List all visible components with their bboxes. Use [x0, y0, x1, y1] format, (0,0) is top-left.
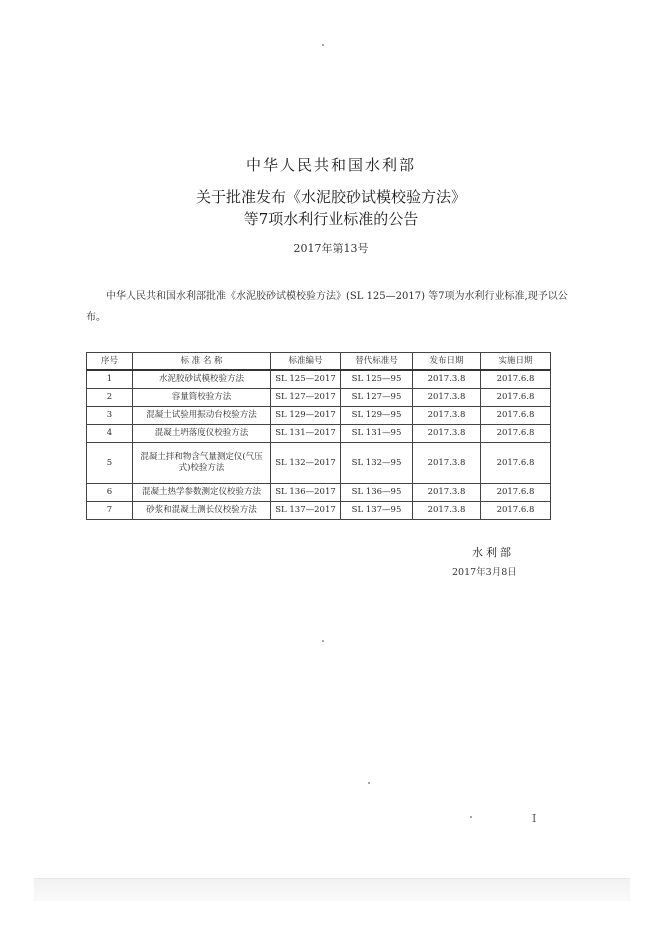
- cell-serial: 3: [87, 407, 133, 425]
- cell-replaced-code: SL 132—95: [341, 443, 413, 484]
- cell-effective-date: 2017.6.8: [481, 443, 551, 484]
- cell-effective-date: 2017.6.8: [481, 502, 551, 520]
- page-number: I: [532, 812, 537, 825]
- cell-effective-date: 2017.6.8: [481, 389, 551, 407]
- cell-publish-date: 2017.3.8: [413, 443, 481, 484]
- standards-table: [86, 352, 551, 520]
- cell-standard-code: SL 137—2017: [271, 502, 341, 520]
- cell-standard-name: 混凝土坍落度仪校验方法: [133, 425, 271, 443]
- cell-replaced-code: SL 131—95: [341, 425, 413, 443]
- cell-standard-code: SL 132—2017: [271, 443, 341, 484]
- cell-standard-name: 容量筒校验方法: [133, 389, 271, 407]
- cell-standard-code: SL 125—2017: [271, 370, 341, 389]
- cell-standard-code: SL 136—2017: [271, 484, 341, 502]
- cell-effective-date: 2017.6.8: [481, 484, 551, 502]
- table-row: [87, 443, 551, 484]
- table-row: [87, 389, 551, 407]
- cell-standard-name: 混凝土拌和物含气量测定仪(气压式)校验方法: [133, 443, 271, 484]
- cell-serial: 1: [87, 370, 133, 389]
- cell-publish-date: 2017.3.8: [413, 484, 481, 502]
- cell-publish-date: 2017.3.8: [413, 370, 481, 389]
- cell-serial: 2: [87, 389, 133, 407]
- cell-standard-code: SL 131—2017: [271, 425, 341, 443]
- cell-serial: 6: [87, 484, 133, 502]
- scan-speck: [470, 816, 472, 818]
- signing-date: 2017年3月8日: [452, 567, 517, 578]
- cell-publish-date: 2017.3.8: [413, 425, 481, 443]
- header-standard-code: 标准编号: [271, 353, 341, 371]
- scan-shadow-edge: [34, 878, 630, 901]
- cell-publish-date: 2017.3.8: [413, 502, 481, 520]
- announcement-body: 中华人民共和国水利部批准《水泥胶砂试模校验方法》(SL 125—2017) 等7项为水利行业标准,现予以公布。: [86, 291, 568, 323]
- cell-effective-date: 2017.6.8: [481, 370, 551, 389]
- cell-standard-code: SL 127—2017: [271, 389, 341, 407]
- cell-standard-name: 砂浆和混凝土测长仪校验方法: [133, 502, 271, 520]
- cell-standard-code: SL 129—2017: [271, 407, 341, 425]
- signing-organization: 水利部: [472, 546, 514, 559]
- cell-effective-date: 2017.6.8: [481, 407, 551, 425]
- cell-effective-date: 2017.6.8: [481, 425, 551, 443]
- header-publish-date: 发布日期: [413, 353, 481, 371]
- header-standard-name: 标 准 名 称: [133, 353, 271, 371]
- cell-serial: 4: [87, 425, 133, 443]
- table-row: [87, 425, 551, 443]
- cell-replaced-code: SL 129—95: [341, 407, 413, 425]
- issuer-name: 中华人民共和国水利部: [245, 156, 416, 174]
- cell-publish-date: 2017.3.8: [413, 407, 481, 425]
- announcement-title-line-2: 等7项水利行业标准的公告: [243, 210, 419, 228]
- cell-replaced-code: SL 127—95: [341, 389, 413, 407]
- cell-standard-name: 混凝土试验用振动台校验方法: [133, 407, 271, 425]
- cell-replaced-code: SL 125—95: [341, 370, 413, 389]
- scan-speck: [322, 640, 324, 642]
- cell-serial: 7: [87, 502, 133, 520]
- table-row: [87, 502, 551, 520]
- document-number: 2017年第13号: [293, 242, 369, 255]
- header-effective-date: 实施日期: [481, 353, 551, 371]
- header-replaced-code: 替代标准号: [341, 353, 413, 371]
- table-row: [87, 407, 551, 425]
- cell-standard-name: 水泥胶砂试模校验方法: [133, 370, 271, 389]
- scan-speck: [322, 44, 324, 46]
- cell-replaced-code: SL 136—95: [341, 484, 413, 502]
- cell-publish-date: 2017.3.8: [413, 389, 481, 407]
- announcement-title-line-1: 关于批准发布《水泥胶砂试模校验方法》: [195, 188, 466, 206]
- cell-replaced-code: SL 137—95: [341, 502, 413, 520]
- table-row: [87, 484, 551, 502]
- cell-serial: 5: [87, 443, 133, 484]
- table-row: [87, 370, 551, 389]
- cell-standard-name: 混凝土热学参数测定仪校验方法: [133, 484, 271, 502]
- header-serial: 序号: [87, 353, 133, 371]
- scan-speck: [368, 782, 370, 784]
- table-header-row: [87, 353, 551, 371]
